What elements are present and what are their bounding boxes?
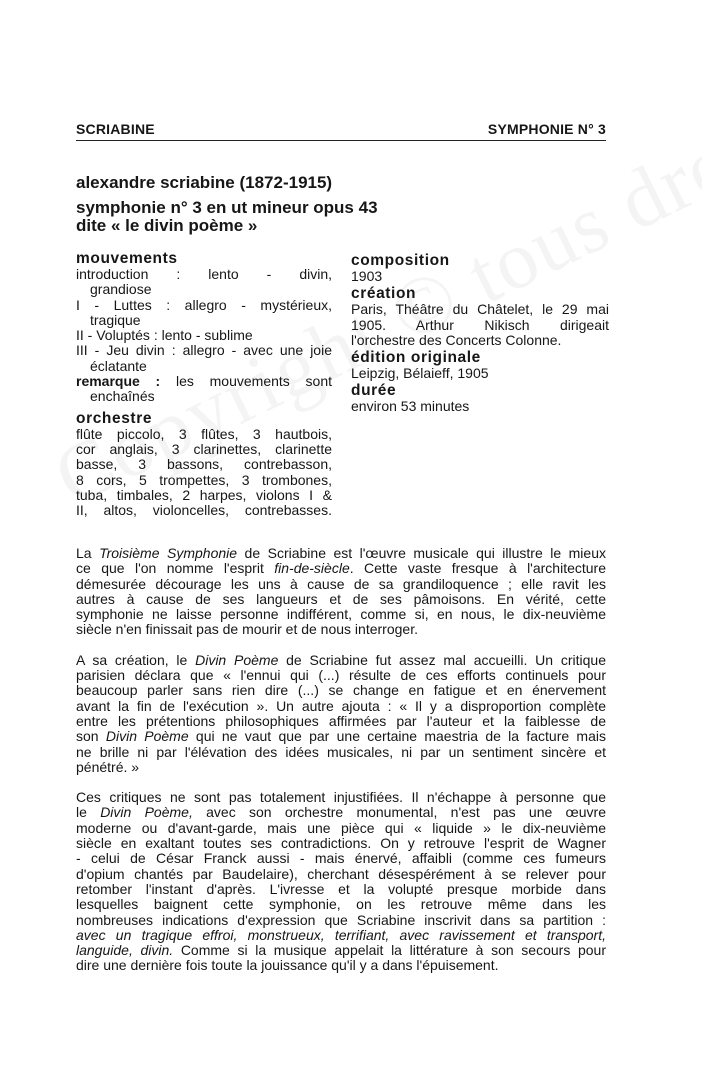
text-line: languide, divin. Comme si la musique appelait la littérature à son secours pour bbox=[76, 942, 606, 959]
text-line: avant la fin de l'exécution ». Un autre ajouta : « Il y a disproportion complète bbox=[76, 697, 606, 714]
text-line: retomber l'instant d'après. L'ivresse et la volupté presque morbide dans bbox=[76, 880, 606, 897]
movement-3-line-2: éclatante bbox=[90, 357, 147, 374]
orchestre-line: 8 cors, 5 trompettes, 3 trombones, bbox=[76, 471, 332, 488]
movement-3-line-1: III - Jeu divin : allegro - avec une joie bbox=[76, 342, 332, 359]
running-header bbox=[76, 121, 606, 141]
paragraph-3 bbox=[76, 790, 606, 974]
text-line: son Divin Poème qui ne vaut que par une certaine maestria de la facture mais bbox=[76, 728, 606, 745]
remarque-line-1 bbox=[76, 374, 332, 389]
composition-value: 1903 bbox=[351, 268, 383, 284]
text-line: symphonie ne laisse personne indifférent, comme si, en nous, le dix-neuvième bbox=[76, 606, 606, 623]
orchestre-heading: orchestre bbox=[76, 409, 153, 427]
text-line: d'opium chantés par Baudelaire), cherchant désespérément à se relever pour bbox=[76, 865, 606, 882]
text-line: A sa création, le Divin Poème de Scriabine fut assez mal accueilli. Un critique bbox=[76, 651, 606, 668]
header-work: SYMPHONIE N° 3 bbox=[487, 121, 606, 137]
text-line: Ces critiques ne sont pas totalement injustifiées. Il n'échappe à personne que bbox=[76, 789, 606, 806]
italic-phrase: Divin Poème bbox=[105, 728, 189, 745]
orchestre-line: basse, 3 bassons, contrebasson, bbox=[76, 456, 332, 473]
italic-phrase: Divin Poème, bbox=[100, 804, 193, 821]
duree-value: environ 53 minutes bbox=[351, 398, 470, 415]
creation-heading: création bbox=[351, 285, 417, 303]
composition-heading: composition bbox=[351, 252, 450, 269]
text-line: dire une dernière fois toute la jouissance qu'il y a dans l'épuisement. bbox=[76, 957, 499, 974]
work-title bbox=[76, 199, 526, 235]
movement-intro bbox=[76, 267, 332, 298]
creation-line: 1905. Arthur Nikisch dirigeait bbox=[351, 316, 609, 333]
italic-phrase: Divin Poème bbox=[195, 651, 279, 668]
movement-intro-line-2: grandiose bbox=[90, 281, 152, 298]
left-column bbox=[76, 251, 332, 518]
movement-1 bbox=[76, 298, 332, 329]
movement-2: II - Voluptés : lento - sublime bbox=[76, 327, 253, 344]
remarque-text: les mouvements sont bbox=[176, 373, 333, 390]
text-line: siècle en exaltant toutes ses contradictions. On y retrouve l'esprit de Wagner bbox=[76, 835, 606, 852]
text-line: autres à cause de ses langueurs et de ses pâmoisons. En vérité, cette bbox=[76, 590, 606, 607]
text-line bbox=[76, 928, 606, 943]
text-line: moderne ou d'avant-garde, mais une pièce qui « liquide » le dix-neuvième bbox=[76, 819, 606, 836]
orchestre-list bbox=[76, 427, 332, 519]
movement-1-line-2: tragique bbox=[90, 311, 141, 328]
edition-value: Leipzig, Bélaieff, 1905 bbox=[351, 365, 489, 382]
text-line: ce que l'on nomme l'esprit fin-de-siècle. Cette vaste fresque à l'architecture bbox=[76, 560, 607, 577]
orchestre-line: flûte piccolo, 3 flûtes, 3 hautbois, bbox=[76, 425, 332, 442]
italic-phrase: avec un tragique effroi, monstrueux, terrifiant, avec ravissement et transport, bbox=[76, 926, 606, 943]
text-line: ne brille ni par l'élévation des idées musicales, ni par un sentiment sincère et bbox=[76, 743, 606, 760]
remarque-label: remarque : bbox=[76, 373, 161, 390]
text-line: La Troisième Symphonie de Scriabine est l'œuvre musicale qui illustre le mieux bbox=[76, 545, 606, 561]
movement-intro-line-1: introduction : lento - divin, bbox=[76, 266, 332, 282]
italic-phrase: languide, divin. bbox=[76, 942, 174, 959]
text-line: nombreuses indications d'expression que Scriabine inscrivit dans sa partition : bbox=[76, 911, 606, 928]
italic-phrase: fin-de-siècle bbox=[274, 560, 350, 577]
orchestre-line: II, altos, violoncelles, contrebasses. bbox=[76, 502, 332, 519]
movement-1-line-1: I - Luttes : allegro - mystérieux, bbox=[76, 296, 332, 313]
body-text bbox=[76, 546, 606, 989]
creation-line: l'orchestre des Concerts Colonne. bbox=[351, 331, 562, 348]
right-column bbox=[351, 251, 609, 415]
paragraph-2 bbox=[76, 653, 606, 775]
composer-title: alexandre scriabine (1872-1915) bbox=[76, 173, 333, 192]
duree-heading: durée bbox=[351, 382, 397, 400]
text-line: démesurée décourage les uns à cause de sa grandiloquence ; elle ravit les bbox=[76, 575, 606, 592]
movement-3 bbox=[76, 343, 332, 374]
text-line: siècle n'en finissait pas de mourir et de nous interroger. bbox=[76, 621, 418, 638]
edition-heading: édition originale bbox=[351, 349, 481, 367]
mouvements-heading: mouvements bbox=[76, 250, 178, 267]
creation-line: Paris, Théâtre du Châtelet, le 29 mai bbox=[351, 301, 609, 318]
remarque-line-2: enchaînés bbox=[90, 388, 155, 405]
text-line: pénétré. » bbox=[76, 758, 140, 775]
text-line: entre les prétentions philosophiques affirmées par l'auteur et la faiblesse de bbox=[76, 712, 606, 729]
text-line: le Divin Poème, avec son orchestre monumental, n'est pas une œuvre bbox=[76, 804, 606, 821]
paragraph-1 bbox=[76, 546, 606, 638]
header-composer: SCRIABINE bbox=[76, 121, 155, 137]
text-line: - celui de César Franck aussi - mais énervé, affaibli (comme ces fumeurs bbox=[76, 850, 606, 867]
work-title-line-2: dite « le divin poème » bbox=[76, 216, 258, 235]
work-title-line-1: symphonie n° 3 en ut mineur opus 43 bbox=[76, 198, 378, 217]
text-line: beaucoup parler sans rien dire (...) se change en fatigue et en énervement bbox=[76, 682, 606, 699]
remarque bbox=[76, 374, 332, 405]
text-line: lesquelles baignent cette symphonie, on les retrouve même dans les bbox=[76, 896, 606, 913]
creation-text bbox=[351, 302, 609, 348]
italic-phrase: Troisième Symphonie bbox=[99, 545, 238, 561]
text-line: parisien déclara que « l'ennui qui (...) résulte de ces efforts continuels pour bbox=[76, 667, 606, 684]
orchestre-line: cor anglais, 3 clarinettes, clarinette bbox=[76, 440, 332, 457]
orchestre-line: tuba, timbales, 2 harpes, violons I & bbox=[76, 486, 332, 503]
